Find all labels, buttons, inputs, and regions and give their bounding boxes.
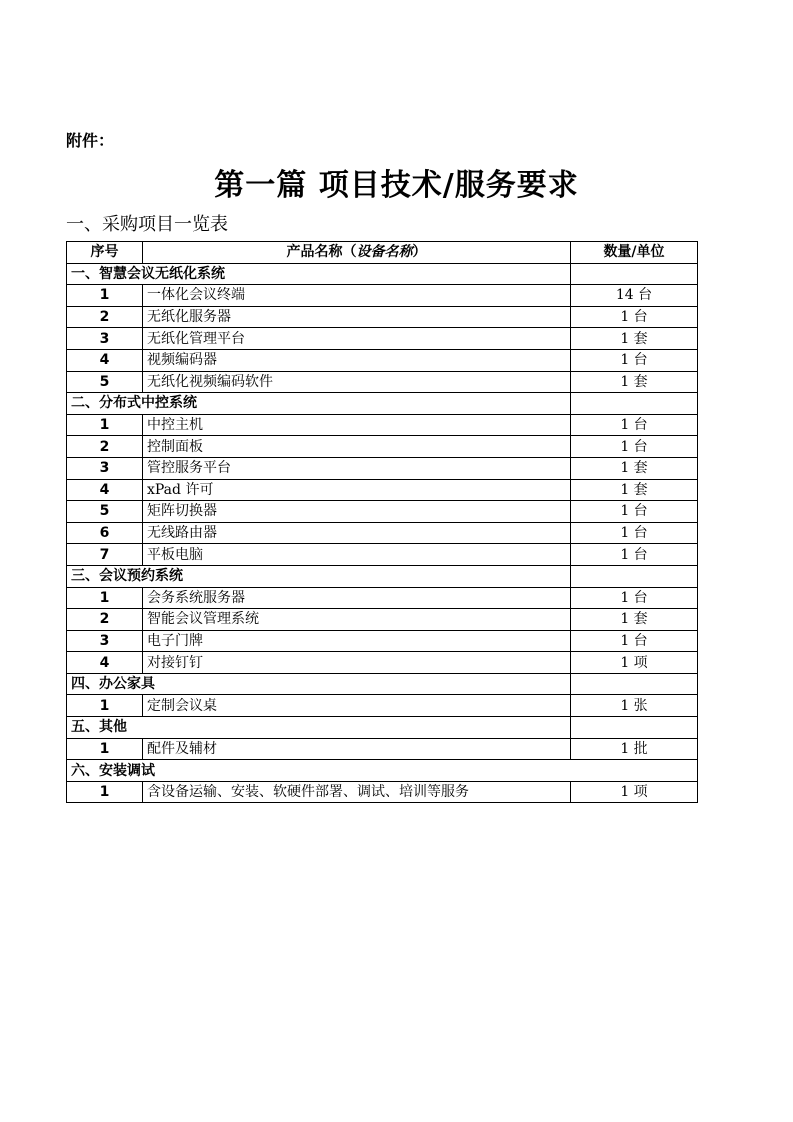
item-name: 无线路由器 — [143, 522, 571, 544]
table-row — [67, 630, 698, 652]
item-index: 1 — [67, 695, 143, 717]
item-quantity: 1 套 — [571, 457, 698, 479]
item-quantity: 1 张 — [571, 695, 698, 717]
table-row — [67, 781, 698, 803]
item-index: 2 — [67, 609, 143, 631]
item-name: 无纸化管理平台 — [143, 328, 571, 350]
item-name: 中控主机 — [143, 414, 571, 436]
item-index: 4 — [67, 652, 143, 674]
item-name: 会务系统服务器 — [143, 587, 571, 609]
group-title: 三、会议预约系统 — [67, 565, 571, 587]
group-title: 二、分布式中控系统 — [67, 393, 571, 415]
item-quantity: 1 台 — [571, 587, 698, 609]
table-row — [67, 738, 698, 760]
item-index: 4 — [67, 479, 143, 501]
attachment-label: 附件： — [66, 131, 115, 150]
group-title: 一、智慧会议无纸化系统 — [67, 263, 571, 285]
table-row — [67, 414, 698, 436]
table-row — [67, 652, 698, 674]
group-quantity-cell — [571, 717, 698, 739]
group-title: 六、安装调试 — [67, 760, 698, 782]
item-index: 1 — [67, 587, 143, 609]
item-name: 视频编码器 — [143, 349, 571, 371]
item-index: 1 — [67, 414, 143, 436]
item-quantity: 1 项 — [571, 781, 698, 803]
item-name: 控制面板 — [143, 436, 571, 458]
page-title: 第一篇 项目技术/服务要求 — [214, 168, 579, 203]
item-quantity: 1 批 — [571, 738, 698, 760]
item-index: 3 — [67, 457, 143, 479]
header-index: 序号 — [67, 242, 143, 264]
table-row — [67, 457, 698, 479]
header-name-close: ） — [412, 244, 427, 261]
group-row — [67, 263, 698, 285]
item-name: 智能会议管理系统 — [143, 609, 571, 631]
item-name: 平板电脑 — [143, 544, 571, 566]
item-index: 3 — [67, 328, 143, 350]
item-index: 1 — [67, 781, 143, 803]
item-quantity: 1 台 — [571, 630, 698, 652]
table-row — [67, 285, 698, 307]
item-quantity: 1 套 — [571, 328, 698, 350]
header-quantity: 数量/单位 — [571, 242, 698, 264]
table-row — [67, 501, 698, 523]
item-quantity: 1 台 — [571, 414, 698, 436]
group-row — [67, 717, 698, 739]
item-index: 1 — [67, 738, 143, 760]
item-quantity: 1 台 — [571, 349, 698, 371]
item-quantity: 14 台 — [571, 285, 698, 307]
item-index: 6 — [67, 522, 143, 544]
table-row — [67, 587, 698, 609]
table-row — [67, 695, 698, 717]
item-name: 电子门牌 — [143, 630, 571, 652]
item-quantity: 1 台 — [571, 306, 698, 328]
table-row — [67, 306, 698, 328]
item-name: 矩阵切换器 — [143, 501, 571, 523]
item-index: 1 — [67, 285, 143, 307]
section-heading: 一、采购项目一览表 — [66, 214, 228, 235]
table-row — [67, 479, 698, 501]
group-quantity-cell — [571, 565, 698, 587]
table-row — [67, 371, 698, 393]
header-name-italic: 设备名称 — [356, 244, 413, 261]
table-row — [67, 609, 698, 631]
item-name: 无纸化视频编码软件 — [143, 371, 571, 393]
item-name: 无纸化服务器 — [143, 306, 571, 328]
group-row — [67, 760, 698, 782]
item-quantity: 1 台 — [571, 436, 698, 458]
header-name-text: 产品名称（ — [286, 244, 357, 261]
item-quantity: 1 台 — [571, 544, 698, 566]
item-name: 管控服务平台 — [143, 457, 571, 479]
item-name: 对接钉钉 — [143, 652, 571, 674]
table-header-row — [67, 242, 698, 264]
item-name: xPad 许可 — [143, 479, 571, 501]
item-name: 含设备运输、安装、软硬件部署、调试、培训等服务 — [143, 781, 571, 803]
item-index: 5 — [67, 501, 143, 523]
item-index: 7 — [67, 544, 143, 566]
table-row — [67, 436, 698, 458]
item-quantity: 1 套 — [571, 609, 698, 631]
table-row — [67, 328, 698, 350]
item-quantity: 1 套 — [571, 479, 698, 501]
item-quantity: 1 台 — [571, 522, 698, 544]
item-index: 3 — [67, 630, 143, 652]
item-index: 4 — [67, 349, 143, 371]
item-index: 2 — [67, 436, 143, 458]
item-index: 5 — [67, 371, 143, 393]
procurement-table — [66, 241, 698, 803]
item-name: 一体化会议终端 — [143, 285, 571, 307]
table-row — [67, 349, 698, 371]
header-name — [143, 242, 571, 264]
item-quantity: 1 项 — [571, 652, 698, 674]
table-body — [67, 263, 698, 803]
group-row — [67, 565, 698, 587]
item-quantity: 1 套 — [571, 371, 698, 393]
group-title: 五、其他 — [67, 717, 571, 739]
group-quantity-cell — [571, 393, 698, 415]
item-name: 配件及辅材 — [143, 738, 571, 760]
group-row — [67, 393, 698, 415]
table-row — [67, 544, 698, 566]
item-name: 定制会议桌 — [143, 695, 571, 717]
table-row — [67, 522, 698, 544]
group-row — [67, 673, 698, 695]
group-quantity-cell — [571, 673, 698, 695]
group-quantity-cell — [571, 263, 698, 285]
item-index: 2 — [67, 306, 143, 328]
group-title: 四、办公家具 — [67, 673, 571, 695]
item-quantity: 1 台 — [571, 501, 698, 523]
